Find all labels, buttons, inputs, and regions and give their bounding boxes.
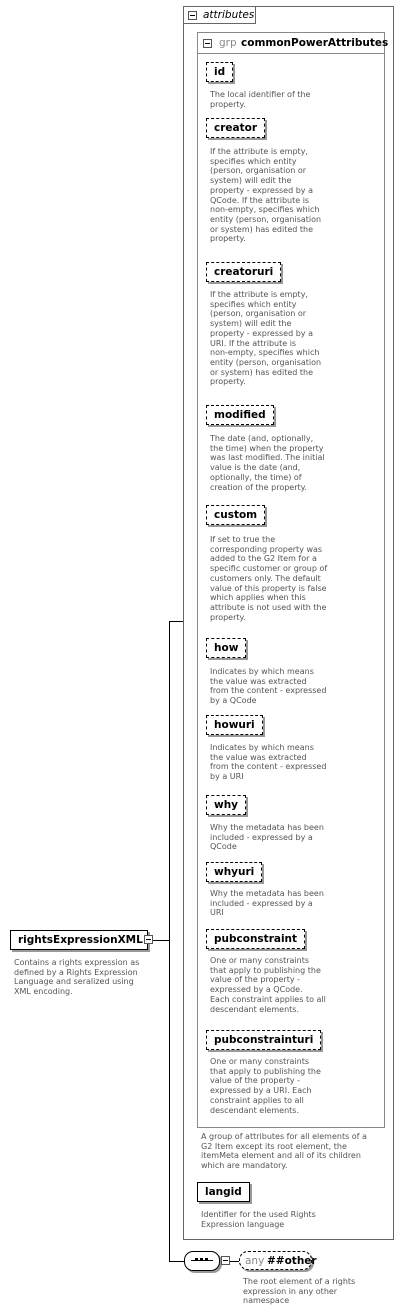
- connector-vertical: [169, 621, 170, 1262]
- root-element-name: rightsExpressionXML: [18, 934, 143, 946]
- root-description: Contains a rights expression as defined by a Rights Expression Language and seralized using XML encoding.: [14, 958, 140, 997]
- attribute-custom-description: If set to true the corresponding property was added to the G2 Item for a specific customer or group of customers only. The default value of this property is false which applies when this attribute is not used with the property.: [210, 535, 328, 622]
- any-element-box[interactable]: [239, 1251, 317, 1270]
- attribute-pubconstrainturi-description: One or many constraints that apply to publishing the value of the property - expressed by a URI. Each constraint applies to all descendant elements.: [210, 1057, 321, 1115]
- attribute-howuri[interactable]: howuri: [206, 715, 263, 735]
- attribute-why-description: Why the metadata has been included - expressed by a QCode: [210, 823, 324, 852]
- attribute-pubconstraint-description: One or many constraints that apply to publishing the value of the property - expressed by a QCode. Each constraint applies to all descendant elements.: [210, 956, 326, 1014]
- sequence-dot-icon: [205, 1258, 208, 1261]
- attribute-modified-description: The date (and, optionally, the time) when the property was last modified. The initial value is the date (and, optionally, the time) of creation of the property.: [210, 434, 325, 492]
- attributes-collapse-icon[interactable]: [188, 11, 197, 20]
- attribute-creatoruri-description: If the attribute is empty, specifies which entity (person, organisation or system) will edit the property - expressed by a URI. If the attribute is non-empty, specifies which entity (person, organisation or system) has edited the property.: [210, 290, 322, 387]
- group-name: commonPowerAttributes: [241, 37, 389, 49]
- attribute-whyuri[interactable]: whyuri: [206, 862, 262, 882]
- attribute-creator-description: If the attribute is empty, specifies which entity (person, organisation or system) will edit the property - expressed by a QCode. If the attribute is non-empty, specifies which entity (person, organisation or system) has edited the property.: [210, 147, 322, 244]
- sequence-dot-icon: [200, 1258, 203, 1261]
- connector-root-right: [153, 940, 170, 941]
- any-prefix: any: [245, 1255, 265, 1267]
- root-collapse-icon[interactable]: [144, 935, 153, 944]
- group-collapse-icon[interactable]: [203, 39, 212, 48]
- group-header[interactable]: [197, 32, 389, 54]
- attribute-langid[interactable]: langid: [197, 1182, 250, 1202]
- attribute-how-description: Indicates by which means the value was extracted from the content - expressed by a QCode: [210, 667, 327, 706]
- any-name: ##other: [267, 1255, 317, 1267]
- any-description: The root element of a rights expression in any other namespace: [243, 1277, 356, 1306]
- attribute-whyuri-description: Why the metadata has been included - expressed by a URI: [210, 889, 324, 918]
- attribute-langid-description: Identifier for the used Rights Expression language: [201, 1210, 316, 1229]
- attribute-creatoruri[interactable]: creatoruri: [206, 262, 281, 282]
- attribute-how[interactable]: how: [206, 638, 246, 658]
- attribute-modified[interactable]: modified: [206, 405, 274, 425]
- attribute-why[interactable]: why: [206, 795, 246, 815]
- group-description: A group of attributes for all elements of a G2 Item except its root element, the itemMeta element and all of its children which are mandatory.: [201, 1132, 367, 1171]
- root-element-box[interactable]: [10, 930, 148, 950]
- attribute-howuri-description: Indicates by which means the value was extracted from the content - expressed by a URI: [210, 743, 327, 782]
- connector-to-attributes: [169, 621, 183, 622]
- sequence-dot-icon: [195, 1258, 198, 1261]
- sequence-compositor[interactable]: [184, 1251, 220, 1271]
- attribute-id-description: The local identifier of the property.: [210, 90, 311, 109]
- attribute-creator[interactable]: creator: [206, 118, 265, 138]
- attribute-pubconstrainturi[interactable]: pubconstrainturi: [206, 1030, 321, 1050]
- group-prefix: grp: [219, 37, 237, 49]
- attribute-id[interactable]: id: [206, 62, 233, 82]
- attribute-custom[interactable]: custom: [206, 505, 265, 525]
- attribute-pubconstraint[interactable]: pubconstraint: [206, 929, 305, 949]
- attributes-tab: [183, 6, 256, 24]
- connector-to-any: [230, 1261, 239, 1262]
- connector-to-sequence: [169, 1261, 184, 1262]
- sequence-collapse-icon[interactable]: [221, 1256, 230, 1265]
- attributes-label: attributes: [203, 9, 255, 21]
